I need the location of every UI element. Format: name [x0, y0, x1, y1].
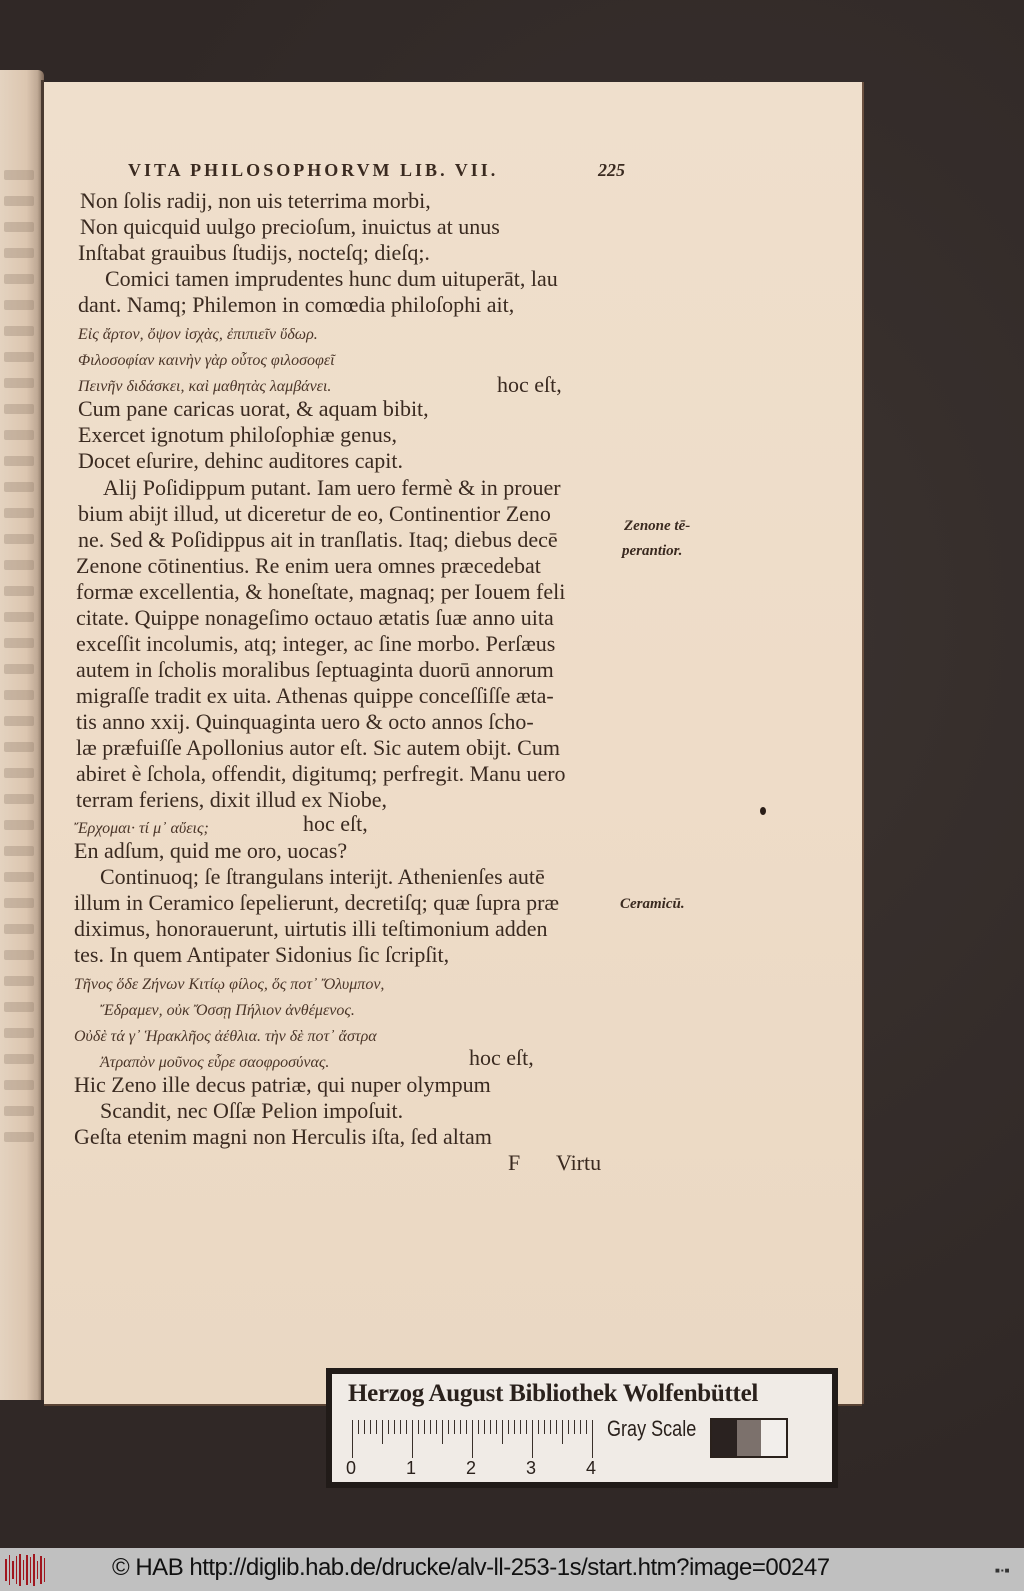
ruler-tick	[448, 1420, 449, 1434]
text-line: migraſſe tradit ex uita. Athenas quippe conceſſiſſe æta-	[76, 683, 554, 708]
ruler-tick	[394, 1420, 395, 1434]
show-through-text	[4, 560, 34, 570]
ruler-tick	[358, 1420, 359, 1434]
show-through-text	[4, 222, 34, 232]
text-line: Hic Zeno ille decus patriæ, qui nuper olympum	[74, 1072, 491, 1097]
logo-bar	[26, 1555, 28, 1585]
show-through-text	[4, 404, 34, 414]
ruler-tick	[376, 1420, 377, 1434]
greek-verse-line: Πεινῆν διδάσκει, καὶ μαθητὰς λαμβάνει.	[78, 378, 332, 395]
ink-spot	[760, 807, 766, 815]
ruler-tick	[418, 1420, 419, 1434]
greek-verse-line: Ἀτραπὸν μοῦνος εὗρε σαοφροσύνας.	[100, 1054, 330, 1071]
gray-scale-patches	[710, 1418, 788, 1458]
ruler-tick	[400, 1420, 401, 1434]
ruler-tick	[562, 1420, 563, 1444]
show-through-text	[4, 196, 34, 206]
show-through-text	[4, 1080, 34, 1090]
logo-bar	[37, 1561, 39, 1579]
text-line: Non ſolis radiј, non uis teterrima morbi,	[80, 188, 431, 213]
gray-scale-label: Gray Scale	[607, 1416, 697, 1441]
ruler-tick	[388, 1420, 389, 1434]
show-through-text	[4, 820, 34, 830]
ruler-tick	[382, 1420, 383, 1444]
ruler-label: 2	[466, 1458, 477, 1478]
text-line: Docet eſurire, dehinc auditores capit.	[78, 448, 403, 473]
show-through-text	[4, 586, 34, 596]
text-line: Inſtabat grauibus ſtudiјs, nocteſq; dieſq;.	[78, 240, 430, 265]
greek-verse-line: Ἔδραμεν, οὐκ Ὄσσῃ Πήλιον ἀνθέμενος.	[100, 1002, 355, 1019]
show-through-text	[4, 274, 34, 284]
text-line: tes. In quem Antipater Sidonius ſic ſcripſit,	[74, 942, 450, 967]
ruler-tick	[484, 1420, 485, 1434]
show-through-text	[4, 924, 34, 934]
ruler-label: 3	[526, 1458, 537, 1478]
greek-verse-line: Ἔρχομαι· τί μ᾽ αὔεις;	[74, 820, 209, 837]
ruler-tick	[532, 1420, 533, 1458]
show-through-text	[4, 1028, 34, 1038]
logo-bar	[23, 1560, 25, 1580]
show-through-text	[4, 690, 34, 700]
text-line: En adſum, quid me oro, uocas?	[74, 838, 348, 863]
ruler-label: 1	[406, 1458, 417, 1478]
logo-bar	[12, 1561, 14, 1579]
show-through-text	[4, 612, 34, 622]
gray-patch	[712, 1420, 737, 1456]
ruler-tick	[538, 1420, 539, 1434]
text-line: Comici tamen imprudentes hunc dum uituperāt, lau	[105, 266, 558, 291]
gray-patch	[737, 1420, 762, 1456]
greek-verse-line: Εἰς ἄρτον, ὄψον ἰσχὰς, ἐπιπιεῖν ὕδωρ.	[78, 326, 318, 343]
show-through-text	[4, 456, 34, 466]
text-line: Zenone cōtinentius. Re enim uera omnes præcedebat	[76, 553, 541, 578]
ruler-tick	[460, 1420, 461, 1434]
ruler-tick	[502, 1420, 503, 1444]
ruler-tick	[568, 1420, 569, 1434]
text-line: Continuoq; ſe ſtrangulans interiјt. Athenienſes autē	[100, 864, 545, 889]
color-reference-card	[326, 1368, 838, 1488]
ruler-tick	[406, 1420, 407, 1434]
show-through-text	[4, 170, 34, 180]
ruler-tick	[574, 1420, 575, 1434]
ruler-tick	[478, 1420, 479, 1434]
show-through-text	[4, 898, 34, 908]
show-through-text	[4, 482, 34, 492]
show-through-text	[4, 300, 34, 310]
show-through-text	[4, 508, 34, 518]
ruler-label: 4	[586, 1458, 597, 1478]
text-line: exceſſit incolumis, atq; integer, ac ſine morbo. Perſæus	[76, 631, 556, 656]
text-line: Scandit, nec Oſſæ Pelion impoſuit.	[100, 1098, 404, 1123]
ruler-tick	[436, 1420, 437, 1434]
ruler-tick	[586, 1420, 587, 1434]
text-line: tis anno xxiј. Quinquaginta uero & octo annos ſcho-	[76, 709, 534, 734]
show-through-text	[4, 950, 34, 960]
text-line: autem in ſcholis moralibus ſeptuaginta duorū annorum	[76, 657, 554, 682]
logo-bar	[5, 1559, 7, 1581]
show-through-text	[4, 768, 34, 778]
footer-bar	[0, 1548, 1024, 1591]
show-through-text	[4, 430, 34, 440]
show-through-text	[4, 846, 34, 856]
ruler-tick	[352, 1420, 353, 1458]
ruler-tick	[544, 1420, 545, 1434]
running-head-title: VITA PHILOSOPHORVM LIB. VII.	[128, 160, 499, 180]
hoc-est-marker: hoc eſt,	[497, 372, 562, 397]
card-title: Herzog August Bibliothek Wolfenbüttel	[348, 1380, 759, 1407]
corner-mark-icon: ■▪■	[995, 1566, 1011, 1575]
marginal-note: perantior.	[622, 543, 683, 559]
text-line: abiret è ſchola, offendit, digitumq; perfregit. Manu uero	[76, 761, 566, 786]
ruler-tick	[430, 1420, 431, 1434]
marginal-note: Zenone tē-	[624, 518, 691, 534]
logo-bar	[30, 1557, 32, 1583]
ruler-tick	[466, 1420, 467, 1434]
show-through-text	[4, 248, 34, 258]
text-line: Aliј Poſidippum putant. Iam uero fermè & in prouer	[103, 475, 561, 500]
show-through-text	[4, 976, 34, 986]
ruler-labels	[344, 1458, 604, 1478]
text-line: formæ excellentia, & honeſtate, magnaq; per Iouem feli	[76, 579, 566, 604]
ruler-tick	[508, 1420, 509, 1434]
running-head	[128, 160, 625, 181]
text-line: Geſta etenim magni non Herculis iſta, ſed altam	[74, 1124, 492, 1149]
hab-barcode-logo-icon	[5, 1554, 45, 1586]
ruler-tick	[556, 1420, 557, 1434]
text-line: diximus, honorauerunt, uirtutis illi teſtimonium adden	[74, 916, 548, 941]
greek-verse-line: Τῆνος ὅδε Ζήνων Κιτίῳ φίλος, ὅς ποτ᾽ Ὄλυμπον,	[74, 976, 385, 993]
ruler-tick	[472, 1420, 473, 1458]
show-through-text	[4, 664, 34, 674]
ruler-tick	[580, 1420, 581, 1434]
text-line: Non quicquid uulgo precioſum, inuictus at unus	[80, 214, 500, 239]
ruler-scale	[352, 1420, 596, 1458]
logo-bar	[40, 1556, 42, 1584]
ruler-tick	[490, 1420, 491, 1434]
show-through-text	[4, 872, 34, 882]
copyright-link[interactable]: © HAB http://diglib.hab.de/drucke/alv-ll-253-1s/start.htm?image=00247	[112, 1554, 830, 1581]
show-through-text	[4, 1002, 34, 1012]
page-number: 225	[598, 160, 625, 180]
logo-bar	[9, 1555, 11, 1585]
ruler-tick	[412, 1420, 413, 1458]
gray-patch	[761, 1420, 786, 1456]
greek-verse-line: Οὐδὲ τά γ᾽ Ἡρακλῆος ἀέθλια. τὴν δὲ ποτ᾽ ἄστρα	[74, 1028, 377, 1045]
text-line: Exercet ignotum philoſophiæ genus,	[78, 422, 397, 447]
show-through-text	[4, 326, 34, 336]
show-through-text	[4, 352, 34, 362]
ruler-label: 0	[346, 1458, 357, 1478]
show-through-text	[4, 1106, 34, 1116]
greek-verse-line: Φιλοσοφίαν καινὴν γὰρ οὗτος φιλοσοφεῖ	[78, 352, 335, 369]
show-through-text	[4, 1132, 34, 1142]
ruler-tick	[424, 1420, 425, 1434]
ruler-tick	[496, 1420, 497, 1434]
ruler-tick	[364, 1420, 365, 1434]
ruler-tick	[454, 1420, 455, 1434]
signature-mark: F	[508, 1150, 521, 1175]
text-line: bium abiјt illud, ut diceretur de eo, Continentior Zeno	[78, 501, 551, 526]
ruler-tick	[550, 1420, 551, 1434]
show-through-text	[4, 794, 34, 804]
show-through-text	[4, 742, 34, 752]
ruler-tick	[592, 1420, 593, 1458]
ruler-tick	[442, 1420, 443, 1444]
text-line: Cum pane caricas uorat, & aquam bibit,	[78, 396, 429, 421]
show-through-text	[4, 716, 34, 726]
hoc-est-marker: hoc eſt,	[303, 811, 368, 836]
ruler-tick	[520, 1420, 521, 1434]
show-through-text	[4, 638, 34, 648]
show-through-text	[4, 1054, 34, 1064]
ruler-tick	[370, 1420, 371, 1434]
logo-bar	[19, 1554, 21, 1586]
show-through-text	[4, 378, 34, 388]
logo-bar	[33, 1554, 35, 1586]
text-line: ne. Sed & Poſidippus ait in tranſlatis. Itaq; diebus decē	[78, 527, 558, 552]
catchword: Virtu	[556, 1150, 602, 1175]
text-line: dant. Namq; Philemon in comœdia philoſophi ait,	[78, 292, 515, 317]
logo-bar	[16, 1556, 18, 1584]
ruler-tick	[526, 1420, 527, 1434]
text-line: citate. Quippe nonageſimo octauo ætatis ſuæ anno uita	[76, 605, 554, 630]
logo-bar	[44, 1558, 46, 1582]
ruler-tick	[514, 1420, 515, 1434]
hoc-est-marker: hoc eſt,	[469, 1045, 534, 1070]
text-line: læ præfuiſſe Apollonius autor eſt. Sic autem obiјt. Cum	[76, 735, 560, 760]
marginal-note: Ceramicū.	[620, 896, 685, 912]
text-line: terram feriens, dixit illud ex Niobe,	[76, 787, 387, 812]
text-line: illum in Ceramico ſepelierunt, decretiſq; quæ ſupra præ	[74, 890, 560, 915]
previous-page-edge	[0, 70, 44, 1400]
show-through-text	[4, 534, 34, 544]
